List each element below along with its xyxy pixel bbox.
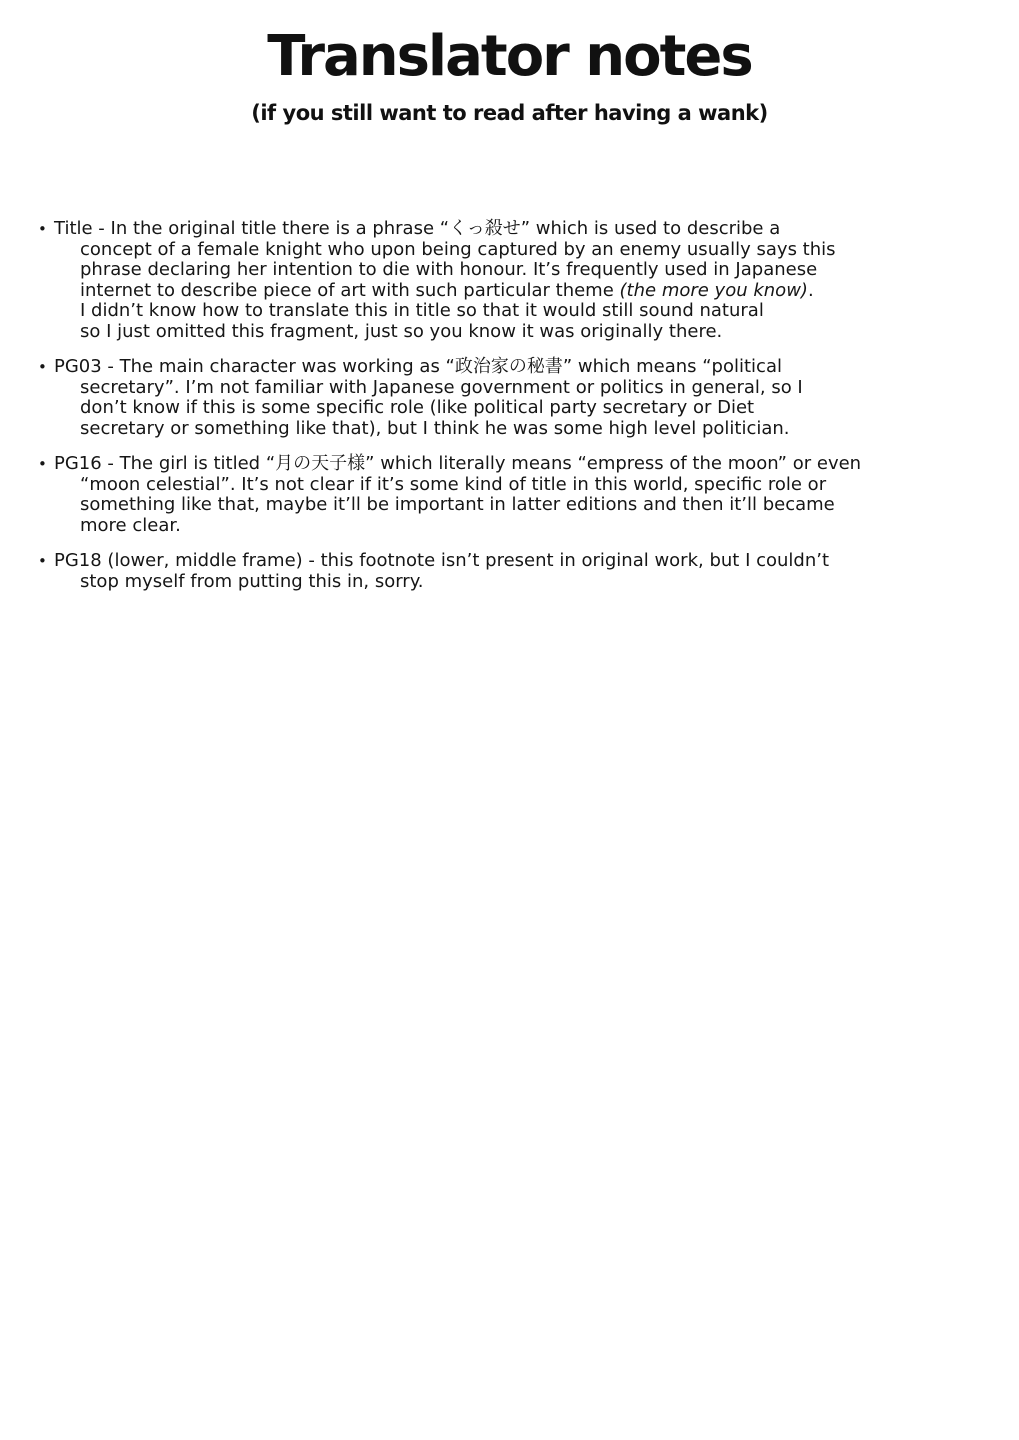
note-text: more clear. [80, 514, 181, 536]
note-line [38, 475, 1009, 496]
note-line [38, 281, 1009, 302]
note-line [38, 454, 1009, 475]
note-text: PG16 - The girl is titled “月の天子様” which literally means “empress of the moon” or even [54, 453, 862, 474]
note-item [38, 219, 1009, 342]
note-text: I didn’t know how to translate this in title so that it would still sound natural [80, 300, 764, 321]
note-text: so I just omitted this fragment, just so you know it was originally there. [80, 320, 723, 342]
bullet-marker: • [38, 220, 47, 238]
note-line [38, 551, 1009, 572]
page-title: Translator notes [267, 24, 752, 89]
bullet-marker: • [38, 552, 47, 570]
note-line [38, 378, 1009, 399]
note-text: don’t know if this is some specific role (like political party secretary or Diet [80, 397, 755, 418]
note-line [38, 357, 1009, 378]
note-text: stop myself from putting this in, sorry. [80, 570, 424, 592]
note-line [38, 219, 1009, 240]
note-line [38, 322, 1009, 343]
note-text: PG18 (lower, middle frame) - this footnote isn’t present in original work, but I couldn’t [54, 550, 830, 571]
page-subtitle: (if you still want to read after having a wank) [251, 101, 768, 125]
note-line [38, 398, 1009, 419]
note-text: internet to describe piece of art with such particular theme [80, 279, 620, 301]
note-line [38, 301, 1009, 322]
note-text-italic: (the more you know) [619, 279, 808, 301]
note-line [38, 495, 1009, 516]
note-line [38, 516, 1009, 537]
note-text: something like that, maybe it’ll be important in latter editions and then it’ll became [80, 494, 835, 515]
note-text: phrase declaring her intention to die with honour. It’s frequently used in Japanese [80, 259, 818, 280]
note-item [38, 454, 1009, 536]
note-text: concept of a female knight who upon being captured by an enemy usually says this [80, 238, 836, 260]
note-line [38, 260, 1009, 281]
note-line [38, 572, 1009, 593]
note-line [38, 419, 1009, 440]
note-text: secretary”. I’m not familiar with Japanese government or politics in general, so I [80, 376, 803, 398]
note-text: “moon celestial”. It’s not clear if it’s some kind of title in this world, specific role or [80, 473, 827, 495]
bullet-marker: • [38, 358, 47, 376]
note-item [38, 551, 1009, 592]
note-line [38, 240, 1009, 261]
note-text: Title - In the original title there is a phrase “くっ殺せ” which is used to describe a [54, 218, 781, 239]
note-item [38, 357, 1009, 439]
note-text: secretary or something like that), but I think he was some high level politician. [80, 417, 790, 439]
notes-section [0, 219, 1019, 592]
note-text: PG03 - The main character was working as “政治家の秘書” which means “political [54, 356, 782, 377]
note-text: . [807, 279, 814, 301]
bullet-marker: • [38, 455, 47, 473]
